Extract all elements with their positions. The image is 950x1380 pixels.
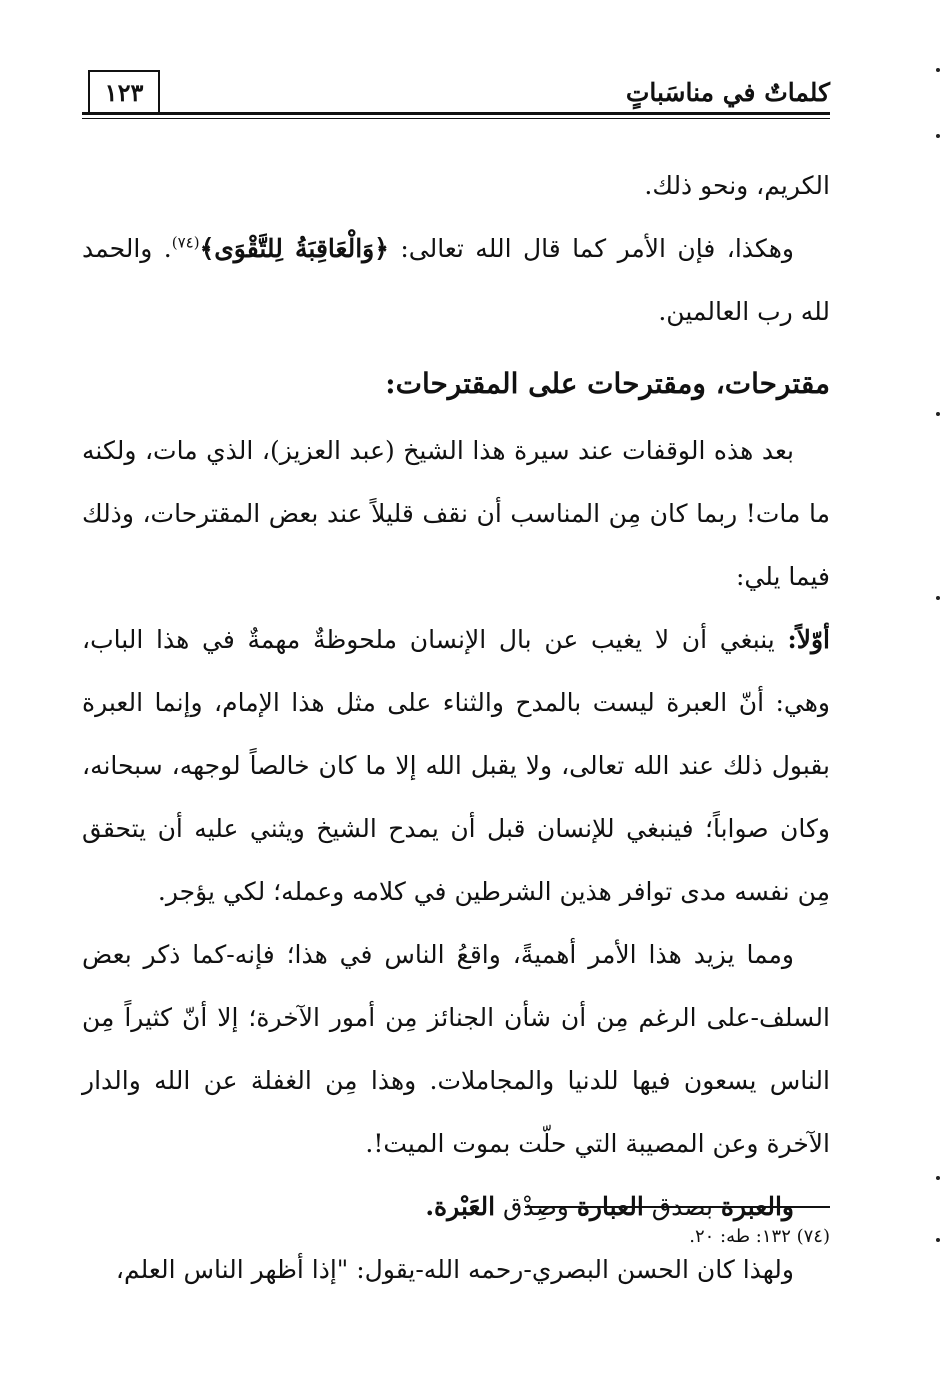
paragraph-3: بعد هذه الوقفات عند سيرة هذا الشيخ (عبد العزيز)، الذي مات، ولكنه ما مات! ربما كان مِن المناسب أن نقف قليلاً عند بعض المقترحات، وذلك فيما يلي: [82, 436, 830, 591]
quran-verse: ﴿وَالْعَاقِبَةُ لِلتَّقْوَى﴾ [199, 234, 389, 263]
paragraph-2 [82, 217, 830, 343]
scan-speck [936, 596, 940, 600]
running-title: كلماتٌ في مناسَباتٍ [625, 78, 830, 107]
scan-speck [936, 412, 940, 416]
paragraph-5: ومما يزيد هذا الأمر أهميةً، واقعُ الناس في هذا؛ فإنه-كما ذكر بعض السلف-على الرغم مِن أن شأن الجنائز مِن أمور الآخرة؛ إلا أنّ كثيراً مِن الناس يسعون فيها للدنيا والمجاملات. وهذا مِن الغفلة عن الله والدار الآخرة وعن المصيبة التي حلّت بموت الميت!. [82, 940, 830, 1158]
paragraph-7: ولهذا كان الحسن البصري-رحمه الله-يقول: "إذا أظهر الناس العلم، [115, 1255, 794, 1284]
scan-speck [936, 1238, 940, 1242]
page-body [82, 154, 830, 1301]
paragraph-2-ending: . والحمد لله رب العالمين. [82, 234, 830, 326]
scan-speck [936, 68, 940, 72]
header-rule-thick [82, 112, 830, 115]
paragraph-6-word-1: والعبرة [720, 1192, 794, 1221]
section-heading: مقترحات، ومقترحات على المقترحات: [385, 367, 830, 400]
footnote-74: (٧٤) ١٣٢: طه: ٢٠. [689, 1226, 830, 1247]
footnote-separator [525, 1206, 830, 1208]
paragraph-6-word-2: بصدق [643, 1192, 721, 1221]
paragraph-6-word-4: وصِدْق [495, 1192, 577, 1221]
paragraph-4-text: ينبغي أن لا يغيب عن بال الإنسان ملحوظةٌ مهمةٌ في هذا الباب، وهي: أنّ العبرة ليست بالمدح والثناء على مثل هذا الإمام، وإنما العبرة بقبول ذلك عند الله تعالى، ولا يقبل الله إلا ما كان خالصاً لوجهه، سبحانه، وكان صواباً؛ فينبغي للإنسان قبل أن يمدح الشيخ ويثني عليه أن يتحقق مِن نفسه مدى توافر هذين الشرطين في كلامه وعمله؛ لكي يؤجر. [82, 625, 830, 906]
footnote-reference: (٧٤) [171, 233, 200, 252]
paragraph-4 [82, 608, 830, 923]
scan-speck [936, 1176, 940, 1180]
page-header [82, 70, 830, 122]
page-number: ١٢٣ [104, 77, 144, 107]
header-rule-thin [82, 118, 830, 119]
paragraph-6-word-5: العَبْرة. [425, 1192, 496, 1221]
paragraph-1: الكريم، ونحو ذلك. [644, 171, 830, 200]
paragraph-4-lead: أوّلاً: [787, 625, 830, 654]
paragraph-2-intro: وهكذا، فإن الأمر كما قال الله تعالى: [388, 234, 794, 263]
page-number-box [88, 70, 160, 112]
paragraph-6-word-3: العبارة [576, 1192, 644, 1221]
scan-speck [936, 134, 940, 138]
